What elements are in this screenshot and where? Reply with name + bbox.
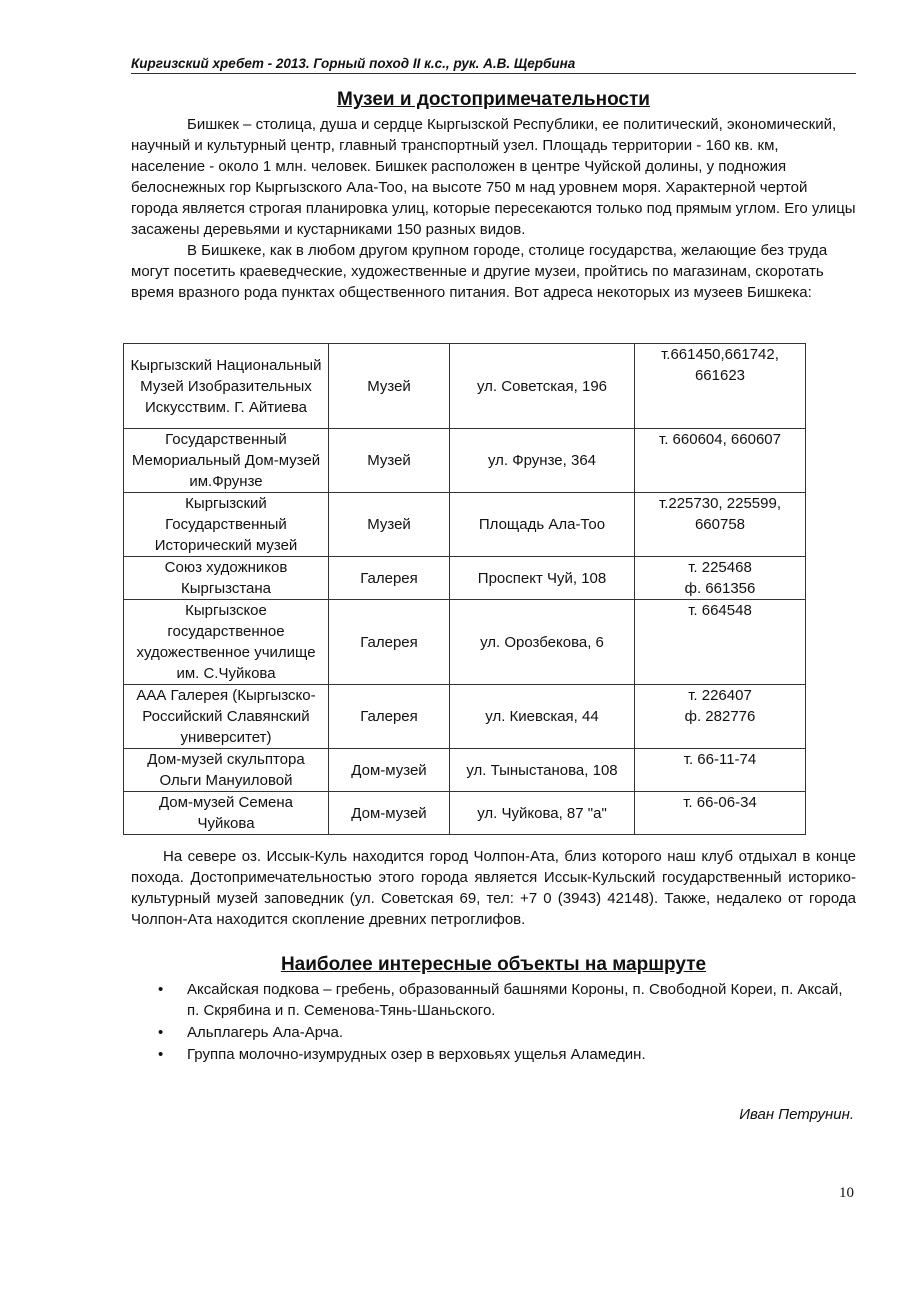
museum-name-cell: Дом-музей скульптора Ольги Мануиловой [124,749,329,792]
bullet-icon: • [158,981,164,998]
museum-type-cell: Дом-музей [329,749,450,792]
author-signature: Иван Петрунин. [739,1106,854,1123]
museum-name-cell: Союз художников Кыргызстана [124,557,329,600]
bullet-icon: • [158,1024,164,1041]
museum-phone-cell: т. 226407 ф. 282776 [635,685,806,749]
list-item-text: Аксайская подкова – гребень, образованный башнями Короны, п. Свободной Кореи, п. Аксай, п. Скрябина и п. Семенова-Тянь-Шаньского. [187,981,843,1019]
museum-phone-cell: т. 664548 [635,600,806,685]
museum-address-cell: ул. Тыныстанова, 108 [450,749,635,792]
museum-phone-cell: т. 225468 ф. 661356 [635,557,806,600]
cholpon-ata-text [131,846,856,930]
museum-address-cell: Проспект Чуй, 108 [450,557,635,600]
museum-phone-cell: т.225730, 225599, 660758 [635,493,806,557]
museum-type-cell: Галерея [329,685,450,749]
list-item-text: Альплагерь Ала-Арча. [187,1024,344,1041]
table-row [124,792,806,835]
museum-address-cell: ул. Чуйкова, 87 "а" [450,792,635,835]
route-objects-list [131,979,856,1066]
table-row [124,429,806,493]
museum-type-cell: Галерея [329,557,450,600]
museum-name-cell: Кыргызское государственное художественное училище им. С.Чуйкова [124,600,329,685]
intro-text [131,114,856,303]
list-item [131,1022,856,1043]
page-number: 10 [839,1185,854,1201]
museum-address-cell: Площадь Ала-Тоо [450,493,635,557]
museum-address-cell: ул. Киевская, 44 [450,685,635,749]
intro-paragraph-1: Бишкек – столица, душа и сердце Кыргызской Республики, ее политический, экономический, научный и культурный центр, главный транспортный узел. Площадь территории - 160 кв. км, население - около 1 млн. человек. Бишкек расположен в центре Чуйской долины, у подножия белоснежных гор Кыргызского Ала-Тоо, на высоте 750 м над уровнем моря. Характерной чертой города является строгая планировка улиц, которые пересекаются только под прямым углом. Его улицы засажены деревьями и кустарниками 150 разных видов. [131,116,856,238]
list-item [131,979,856,1021]
table-row [124,749,806,792]
table-row [124,344,806,429]
running-header: Киргизский хребет - 2013. Горный поход II к.с., рук. А.В. Щербина [131,56,856,74]
bullet-icon: • [158,1046,164,1063]
museum-phone-cell: т. 66-11-74 [635,749,806,792]
museum-address-cell: ул. Советская, 196 [450,344,635,429]
table-row [124,685,806,749]
museum-name-cell: ААА Галерея (Кыргызско-Российский Славянский университет) [124,685,329,749]
list-item-text: Группа молочно-изумрудных озер в верховьях ущелья Аламедин. [187,1046,646,1063]
museum-name-cell: Кыргызский Государственный Исторический музей [124,493,329,557]
museum-type-cell: Музей [329,344,450,429]
section-title-museums: Музеи и достопримечательности [337,89,650,110]
table-row [124,557,806,600]
intro-paragraph-2: В Бишкеке, как в любом другом крупном городе, столице государства, желающие без труда могут посетить краеведческие, художественные и другие музеи, пройтись по магазинам, скоротать время вразного рода пунктах общественного питания. Вот адреса некоторых из музеев Бишкека: [131,242,828,301]
list-item [131,1044,856,1065]
museum-type-cell: Музей [329,429,450,493]
museum-name-cell: Государственный Мемориальный Дом-музей им.Фрунзе [124,429,329,493]
museum-type-cell: Музей [329,493,450,557]
table-row [124,600,806,685]
museum-type-cell: Галерея [329,600,450,685]
museum-address-cell: ул. Фрунзе, 364 [450,429,635,493]
museum-phone-cell: т. 660604, 660607 [635,429,806,493]
museum-address-cell: ул. Орозбекова, 6 [450,600,635,685]
museum-name-cell: Дом-музей Семена Чуйкова [124,792,329,835]
museum-name-cell: Кыргызский Национальный Музей Изобразительных Искусствим. Г. Айтиева [124,344,329,429]
museums-table [123,343,806,835]
museum-type-cell: Дом-музей [329,792,450,835]
museum-phone-cell: т. 66-06-34 [635,792,806,835]
section-title-route-objects: Наиболее интересные объекты на маршруте [280,954,707,975]
museum-phone-cell: т.661450,661742, 661623 [635,344,806,429]
table-row [124,493,806,557]
cholpon-ata-paragraph: На севере оз. Иссык-Куль находится город Чолпон-Ата, близ которого наш клуб отдыхал в конце похода. Достопримечательностью этого города является Иссык-Кульский государственный историко-культурный музей заповедник (ул. Советская 69, тел: +7 0 (3943) 42148). Также, недалеко от города Чолпон-Ата находится скопление древних петроглифов. [131,848,856,928]
